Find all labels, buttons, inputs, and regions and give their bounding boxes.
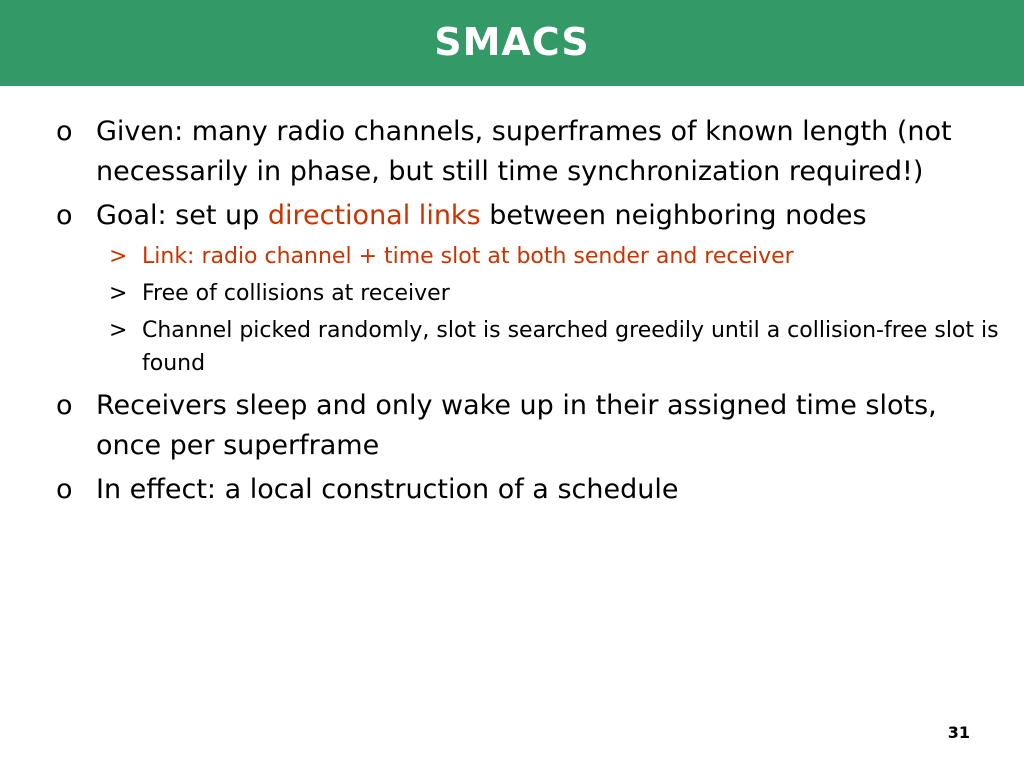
sub-bullet-item bbox=[56, 240, 1006, 273]
bullet-text: Given: many radio channels, superframes of known length (not necessarily in phase, but still time synchronization required!) bbox=[96, 116, 952, 187]
sub-bullet-text: Channel picked randomly, slot is searched greedily until a collision-free slot is found bbox=[142, 318, 999, 376]
bullet-item bbox=[56, 112, 1006, 192]
bullet-marker: o bbox=[56, 390, 73, 421]
sub-bullet-marker: > bbox=[109, 318, 128, 343]
sub-bullet-marker: > bbox=[109, 281, 128, 306]
bullet-marker: o bbox=[56, 116, 73, 147]
title-bar bbox=[0, 0, 1024, 86]
sub-bullet-item bbox=[56, 277, 1006, 310]
bullet-item bbox=[56, 196, 1006, 236]
bullet-item bbox=[56, 386, 1006, 466]
sub-bullet-text: Link: radio channel + time slot at both sender and receiver bbox=[142, 244, 794, 269]
bullet-text: Receivers sleep and only wake up in their assigned time slots, once per superframe bbox=[96, 390, 937, 461]
bullet-marker: o bbox=[56, 200, 73, 231]
sub-bullet-marker: > bbox=[109, 244, 128, 269]
bullet-text: In effect: a local construction of a schedule bbox=[96, 474, 679, 505]
sub-bullet-item bbox=[56, 314, 1006, 380]
highlight-text: directional links bbox=[267, 200, 481, 231]
slide-title: SMACS bbox=[434, 20, 590, 64]
sub-bullet-list bbox=[56, 240, 1006, 380]
page-number: 31 bbox=[947, 723, 970, 742]
bullet-text: Goal: set up bbox=[96, 200, 268, 231]
slide-content bbox=[56, 112, 1006, 514]
bullet-item bbox=[56, 470, 1006, 510]
bullet-marker: o bbox=[56, 474, 73, 505]
bullet-text: between neighboring nodes bbox=[480, 200, 867, 231]
sub-bullet-text: Free of collisions at receiver bbox=[142, 281, 450, 306]
